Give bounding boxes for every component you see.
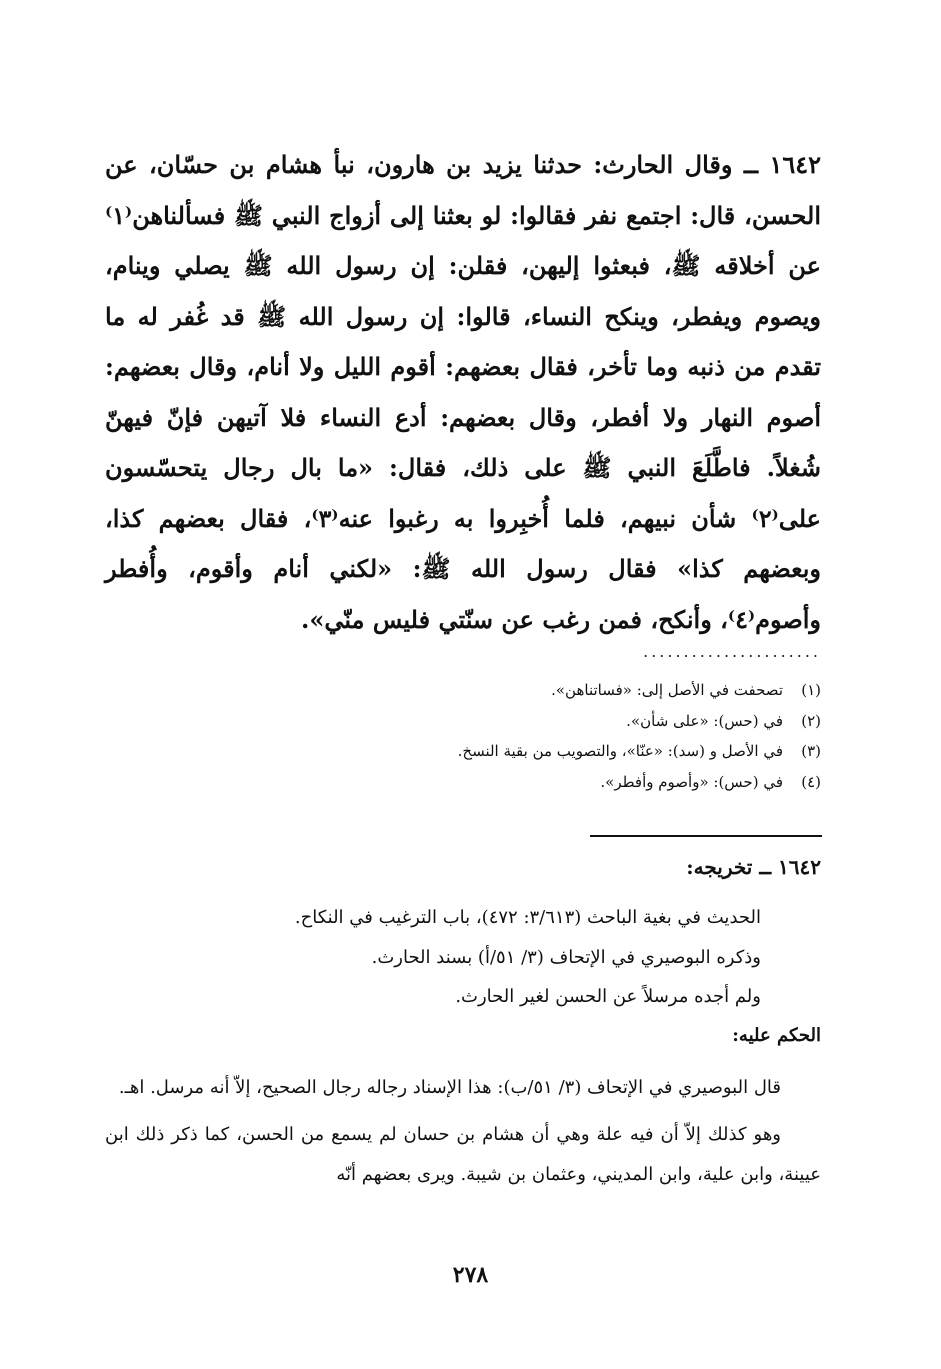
footnote-item (300, 706, 821, 737)
footnote-item (300, 736, 821, 767)
footnotes (300, 675, 821, 797)
footnote-text: في (حس): «على شأن». (626, 711, 783, 730)
hadith-paragraph: ١٦٤٢ ــ وقال الحارث: حدثنا يزيد بن هارون، نبأ هشام بن حسّان، عن الحسن، قال: اجتمع نفر فقالوا: لو بعثنا إلى أزواج النبي ﷺ فسألناهن⁽١⁾ عن أخلاقه ﷺ، فبعثوا إليهن، فقلن: إن رسول الله ﷺ يصلي وينام، ويصوم ويفطر، وينكح النساء، قالوا: إن رسول الله ﷺ قد غُفر له ما تقدم من ذنبه وما تأخر، فقال بعضهم: أقوم الليل ولا أنام، وقال بعضهم: أصوم النهار ولا أفطر، وقال بعضهم: أدع النساء فلا آتيهن فإنّ فيهنّ شُغلاً. فاطَّلَعَ النبي ﷺ على ذلك، فقال: «ما بال رجال يتحسّسون على⁽٢⁾ شأن نبيهم، فلما أُخبِروا به رغبوا عنه⁽٣⁾، فقال بعضهم كذا، وبعضهم كذا» فقال رسول الله ﷺ: «لكني أنام وأقوم، وأُفطر وأصوم⁽٤⁾، وأنكح، فمن رغب عن سنّتي فليس منّي». (105, 150, 821, 634)
footnote-item (300, 675, 821, 706)
page-number: ٢٧٨ (452, 1262, 489, 1288)
hukm-body (105, 1068, 821, 1195)
hukm-paragraph: وهو كذلك إلاّ أن فيه علة وهي أن هشام بن حسان لم يسمع من الحسن، كما ذكر ذلك ابن عيينة، وابن علية، وابن المديني، وعثمان بن شيبة. ويرى بعضهم أنّه (105, 1124, 821, 1185)
takhrij-body (140, 898, 761, 1017)
takhrij-heading: ١٦٤٢ ــ تخريجه: (686, 855, 821, 879)
footnote-text: تصحفت في الأصل إلى: «فساتناهن». (551, 681, 783, 699)
hadith-text (105, 140, 821, 645)
footnote-number: (٤) (801, 772, 821, 791)
footnote-separator-dots: ...................... (643, 642, 821, 661)
footnote-number: (٢) (801, 711, 821, 730)
section-divider (590, 835, 822, 837)
hukm-paragraph: قال البوصيري في الإتحاف (٣/ ٥١/ب): هذا الإسناد رجاله رجال الصحيح، إلاّ أنه مرسل. اهـ. (118, 1077, 781, 1098)
footnote-text: في (حس): «وأصوم وأفطر». (600, 772, 783, 791)
footnote-number: (٣) (801, 742, 821, 760)
footnote-number: (١) (801, 681, 821, 699)
takhrij-line: ولم أجده مرسلاً عن الحسن لغير الحارث. (455, 986, 761, 1007)
hukm-heading: الحكم عليه: (732, 1025, 821, 1046)
takhrij-line: الحديث في بغية الباحث (٣/٦١٣: ٤٧٢)، باب الترغيب في النكاح. (294, 907, 761, 928)
footnote-text: في الأصل و (سد): «عنّا»، والتصويب من بقية النسخ. (457, 742, 783, 760)
takhrij-line: وذكره البوصيري في الإتحاف (٣/ ٥١/أ) بسند الحارث. (371, 946, 761, 968)
footnote-item (300, 767, 821, 798)
